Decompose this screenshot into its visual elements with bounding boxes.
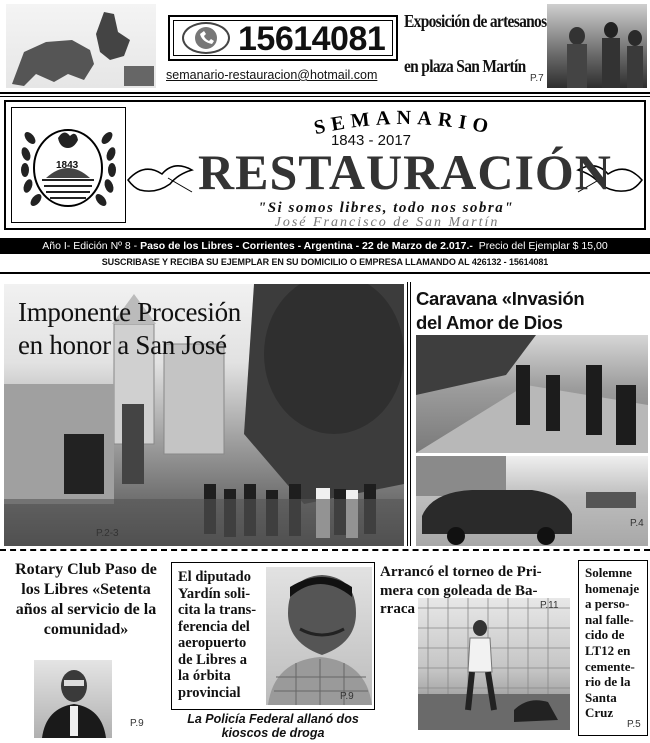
- newspaper-name: RESTAURACIÓN: [198, 144, 612, 200]
- caravan-page-ref: P.4: [630, 518, 644, 529]
- edition-price: Precio del Ejemplar $ 15,00: [472, 240, 608, 252]
- top-strip: [0, 0, 650, 92]
- promo-page-ref: P.7: [530, 73, 544, 84]
- football-photo: [418, 598, 570, 730]
- promo-headline-line2: en plaza San Martín: [404, 56, 526, 76]
- edition-location: Paso de los Libres - Corrientes - Argentina -: [140, 240, 362, 252]
- subscribe-line: SUSCRIBASE Y RECIBA SU EJEMPLAR EN SU DOMICILIO O EMPRESA LLAMANDO AL 426132 - 15614081: [101, 257, 549, 267]
- football-headline-line: Arrancó el torneo de Pri-: [380, 564, 542, 580]
- promo-headline-line1: Exposición de artesanos: [404, 11, 547, 31]
- tribute-headline-line: cemente-: [585, 658, 635, 674]
- monument-image: [6, 4, 156, 88]
- arc-title: SEMANARIO: [312, 106, 496, 140]
- phone-number: 15614081: [238, 20, 386, 58]
- deputy-headline-line: cita la trans-: [178, 602, 257, 618]
- whatsapp-icon: [182, 22, 230, 54]
- football-headline-line: rraca: [380, 601, 415, 617]
- police-caption-line1: La Policía Federal allanó dos: [187, 712, 359, 726]
- seal-box: [11, 107, 126, 223]
- divider-top: [0, 92, 650, 94]
- football-headline-line: mera con goleada de Ba-: [380, 582, 538, 599]
- tribute-box: [578, 560, 648, 736]
- football-page-ref: P.11: [540, 600, 559, 611]
- dashed-separator: [0, 549, 650, 551]
- deputy-headline-line: El diputado: [178, 569, 251, 585]
- deputy-headline-line: la órbita: [178, 668, 231, 684]
- tribute-page-ref: P.5: [627, 719, 641, 730]
- edition-bar: [0, 238, 650, 254]
- caravan-headline-line2[interactable]: del Amor de Dios: [416, 312, 563, 333]
- tribute-headline-line: homenaje: [585, 580, 640, 596]
- masthead: [4, 100, 646, 230]
- divider-edition: [0, 272, 650, 274]
- deputy-box: [171, 562, 375, 710]
- tribute-headline-line: LT12 en: [585, 642, 631, 658]
- motto-author: José Francisco de San Martín: [274, 215, 500, 226]
- deputy-headline-line: de Libres a: [178, 651, 248, 668]
- tribute-headline-line: nal falle-: [585, 611, 634, 627]
- police-caption-line2: kioscos de droga: [221, 726, 325, 740]
- deputy-headline-line: provincial: [178, 684, 241, 701]
- deputy-headline-line: Yardín soli-: [178, 585, 251, 602]
- tribute-headline[interactable]: [585, 565, 639, 721]
- procession-headline-line2[interactable]: en honor a San José: [18, 330, 227, 360]
- tribute-headline-line: cido de: [585, 627, 625, 643]
- column-divider: [407, 282, 411, 546]
- deputy-page-ref: P.9: [340, 691, 354, 702]
- edition-date: 22 de Marzo de 2.017.-: [361, 240, 473, 252]
- dove-left-icon: [124, 158, 198, 198]
- tribute-headline-line: rio de la: [585, 674, 631, 690]
- procession-headline: [18, 296, 241, 362]
- caravan-headline-line1[interactable]: Caravana «Invasión: [416, 288, 585, 309]
- deputy-headline[interactable]: [178, 569, 256, 701]
- rotary-page-ref: P.9: [130, 718, 144, 729]
- caravan-headline: [416, 287, 648, 335]
- motto: "Si somos libres, todo nos sobra": [257, 200, 515, 216]
- deputy-headline-line: ferencia del: [178, 618, 250, 635]
- contact-email[interactable]: semanario-restauracion@hotmail.com: [166, 68, 378, 82]
- tribute-headline-line: a perso-: [585, 596, 630, 612]
- procession-page-ref: P.2-3: [96, 528, 119, 539]
- caravan-photo-top: [416, 335, 648, 453]
- seal-year: 1843: [56, 160, 79, 171]
- rotary-headline[interactable]: Rotary Club Paso de los Libres «Setenta años al servicio de la comunidad»: [15, 561, 157, 638]
- artisans-photo: [547, 4, 647, 88]
- procession-headline-line1[interactable]: Imponente Procesión: [18, 297, 241, 327]
- rotary-photo: [34, 660, 112, 738]
- police-caption[interactable]: [171, 712, 375, 740]
- phone-box: [168, 15, 398, 61]
- tribute-headline-line: Cruz: [585, 705, 614, 721]
- founding-years: 1843 - 2017: [330, 132, 412, 149]
- divider-top-thin: [0, 96, 650, 97]
- deputy-photo: [266, 567, 372, 705]
- caravan-photo-bottom: [416, 456, 648, 546]
- deputy-headline-line: aeropuerto: [178, 635, 247, 651]
- tribute-headline-line: Solemne: [585, 565, 632, 580]
- edition-number: Año I- Edición Nº 8 -: [42, 240, 141, 252]
- tribute-headline-line: Santa: [585, 689, 617, 705]
